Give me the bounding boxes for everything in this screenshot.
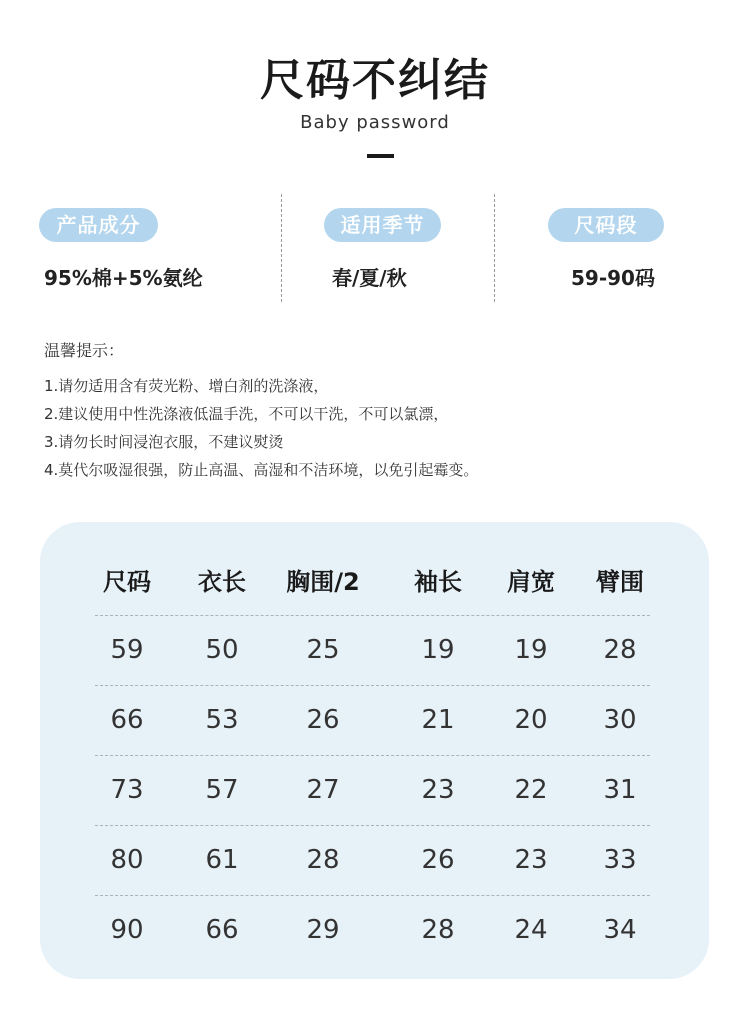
column-header: 袖长 <box>414 568 462 596</box>
table-cell: 31 <box>603 775 637 805</box>
size-chart-card <box>40 522 709 979</box>
table-cell: 24 <box>514 915 548 945</box>
care-tips <box>44 340 724 484</box>
info-value: 59-90码 <box>571 266 655 290</box>
table-cell: 26 <box>306 705 340 735</box>
info-value: 95%棉+5%氨纶 <box>44 266 203 290</box>
page-title: 尺码不纠结 <box>260 55 490 106</box>
table-row <box>95 615 650 685</box>
table-cell: 30 <box>603 705 637 735</box>
info-material <box>0 194 280 302</box>
table-cell: 80 <box>110 845 144 875</box>
table-row <box>95 825 650 895</box>
column-header: 衣长 <box>198 568 246 596</box>
table-cell: 66 <box>110 705 144 735</box>
tip-item: 4.莫代尔吸湿很强，防止高温、高湿和不洁环境，以免引起霉变。 <box>44 461 479 479</box>
info-season <box>282 194 493 302</box>
table-cell: 59 <box>110 635 144 665</box>
table-cell: 53 <box>205 705 239 735</box>
table-row <box>95 755 650 825</box>
title-underline <box>367 154 394 158</box>
tips-title: 温馨提示： <box>44 341 125 360</box>
table-cell: 25 <box>306 635 340 665</box>
table-cell: 19 <box>421 635 455 665</box>
table-cell: 57 <box>205 775 239 805</box>
tip-item: 2.建议使用中性洗涤液低温手洗，不可以干洗，不可以氯漂， <box>44 405 449 423</box>
table-cell: 61 <box>205 845 239 875</box>
table-cell: 21 <box>421 705 455 735</box>
table-cell: 28 <box>306 845 340 875</box>
table-header-row <box>95 552 650 615</box>
info-value: 春/夏/秋 <box>332 266 407 290</box>
table-cell: 29 <box>306 915 340 945</box>
info-label-pill: 适用季节 <box>324 208 441 242</box>
table-cell: 66 <box>205 915 239 945</box>
info-label-pill: 尺码段 <box>548 208 664 242</box>
info-size-range <box>495 194 750 302</box>
table-cell: 73 <box>110 775 144 805</box>
table-cell: 22 <box>514 775 548 805</box>
column-header: 肩宽 <box>507 568 555 596</box>
table-cell: 23 <box>421 775 455 805</box>
table-cell: 34 <box>603 915 637 945</box>
column-header: 胸围/2 <box>286 568 360 596</box>
table-cell: 27 <box>306 775 340 805</box>
table-cell: 90 <box>110 915 144 945</box>
table-cell: 33 <box>603 845 637 875</box>
table-cell: 28 <box>421 915 455 945</box>
column-header: 尺码 <box>103 568 151 596</box>
table-row <box>95 685 650 755</box>
tip-item: 1.请勿适用含有荧光粉、增白剂的洗涤液， <box>44 377 329 395</box>
product-info-row <box>0 194 750 302</box>
table-cell: 20 <box>514 705 548 735</box>
table-cell: 19 <box>514 635 548 665</box>
column-header: 臂围 <box>596 568 644 596</box>
size-table <box>95 552 650 965</box>
table-cell: 28 <box>603 635 637 665</box>
table-cell: 50 <box>205 635 239 665</box>
table-cell: 23 <box>514 845 548 875</box>
page-subtitle: Baby password <box>300 112 450 133</box>
tip-item: 3.请勿长时间浸泡衣服，不建议熨烫 <box>44 433 284 451</box>
info-label-pill: 产品成分 <box>39 208 158 242</box>
table-cell: 26 <box>421 845 455 875</box>
table-row <box>95 895 650 965</box>
